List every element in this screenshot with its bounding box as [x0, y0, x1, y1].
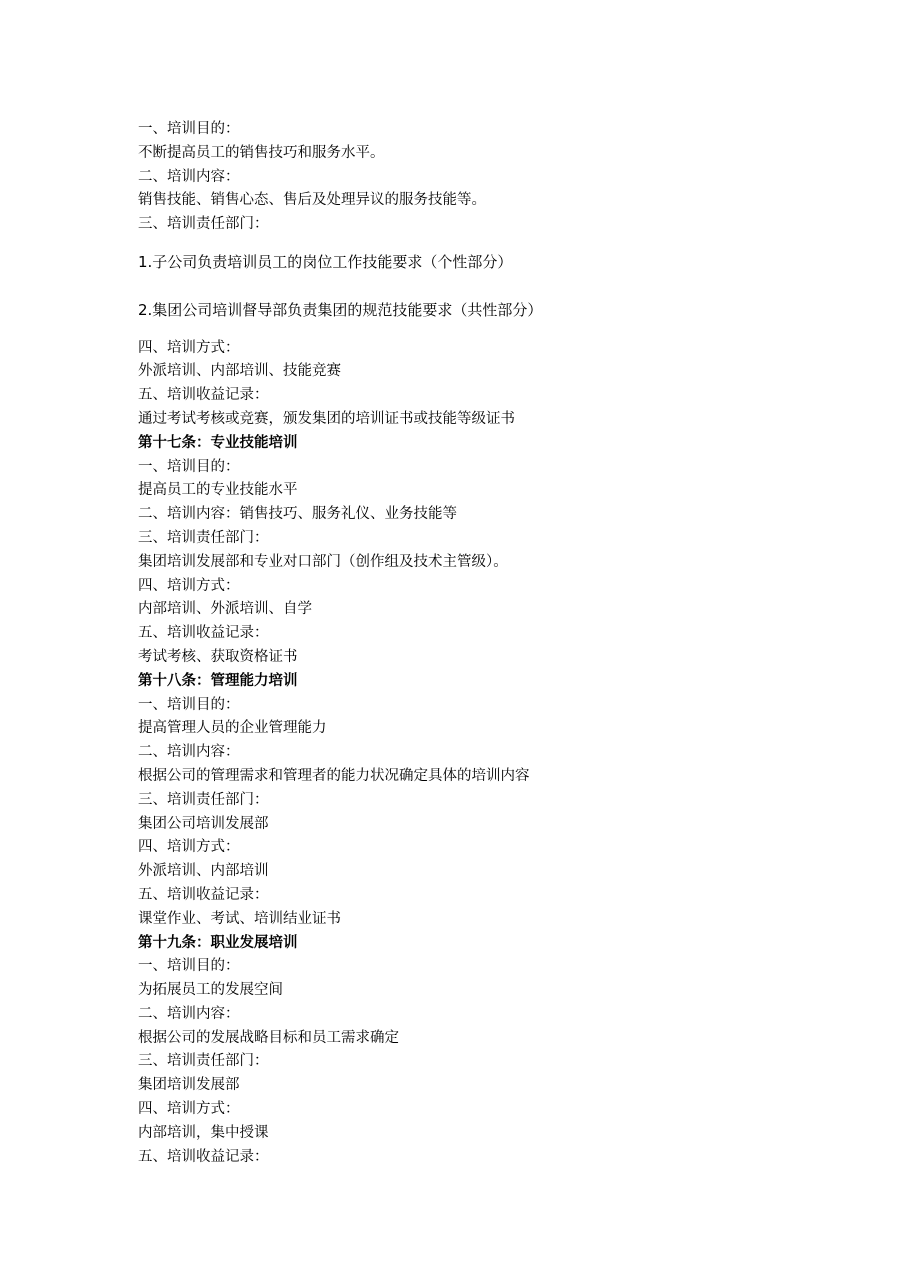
text-line: 一、培训目的： [138, 696, 240, 713]
text-line: 通过考试考核或竞赛，颁发集团的培训证书或技能等级证书 [138, 410, 515, 427]
text-line: 五、培训收益记录： [138, 886, 269, 903]
text-line: 课堂作业、考试、培训结业证书 [138, 910, 341, 927]
text-line: 集团公司培训发展部 [138, 815, 269, 832]
text-line: 三、培训责任部门： [138, 529, 269, 546]
text-line: 四、培训方式： [138, 1101, 240, 1118]
text-line: 为拓展员工的发展空间 [138, 982, 283, 999]
text-line: 外派培训、内部培训、技能竞赛 [138, 363, 341, 380]
text-line: 集团培训发展部和专业对口部门（创作组及技术主管级）。 [138, 553, 508, 570]
text-line: 五、培训收益记录： [138, 1148, 269, 1165]
list-item: 1.子公司负责培训员工的岗位工作技能要求（个性部分） [138, 252, 513, 271]
text-line: 不断提高员工的销售技巧和服务水平。 [138, 144, 385, 161]
section-heading: 第十九条：职业发展培训 [138, 934, 298, 951]
text-line: 外派培训、内部培训 [138, 863, 269, 880]
text-line: 一、培训目的： [138, 121, 240, 137]
text-line: 一、培训目的： [138, 958, 240, 975]
text-line: 五、培训收益记录： [138, 387, 269, 404]
text-line: 四、培训方式： [138, 839, 240, 856]
text-line: 考试考核、获取资格证书 [138, 648, 298, 665]
text-line: 提高员工的专业技能水平 [138, 482, 298, 499]
text-line: 根据公司的发展战略目标和员工需求确定 [138, 1029, 399, 1046]
text-line: 四、培训方式： [138, 339, 240, 356]
text-line: 四、培训方式： [138, 577, 240, 594]
list-item: 2.集团公司培训督导部负责集团的规范技能要求（共性部分） [138, 300, 543, 319]
text-line: 三、培训责任部门： [138, 216, 269, 233]
text-line: 内部培训，集中授课 [138, 1124, 269, 1141]
text-line: 三、培训责任部门： [138, 791, 269, 808]
text-line: 根据公司的管理需求和管理者的能力状况确定具体的培训内容 [138, 767, 530, 784]
text-line: 二、培训内容： [138, 168, 240, 185]
text-line: 三、培训责任部门： [138, 1053, 269, 1070]
document-page [138, 118, 818, 1169]
text-line: 集团培训发展部 [138, 1077, 240, 1094]
section-heading: 第十八条：管理能力培训 [138, 672, 298, 689]
text-line: 二、培训内容：销售技巧、服务礼仪、业务技能等 [138, 506, 457, 523]
text-line: 销售技能、销售心态、售后及处理异议的服务技能等。 [138, 192, 486, 209]
text-line: 提高管理人员的企业管理能力 [138, 720, 327, 737]
text-line: 二、培训内容： [138, 1005, 240, 1022]
section-heading: 第十七条：专业技能培训 [138, 434, 298, 451]
text-line: 二、培训内容： [138, 744, 240, 761]
text-line: 一、培训目的： [138, 458, 240, 475]
text-line: 内部培训、外派培训、自学 [138, 601, 312, 618]
text-line: 五、培训收益记录： [138, 625, 269, 642]
